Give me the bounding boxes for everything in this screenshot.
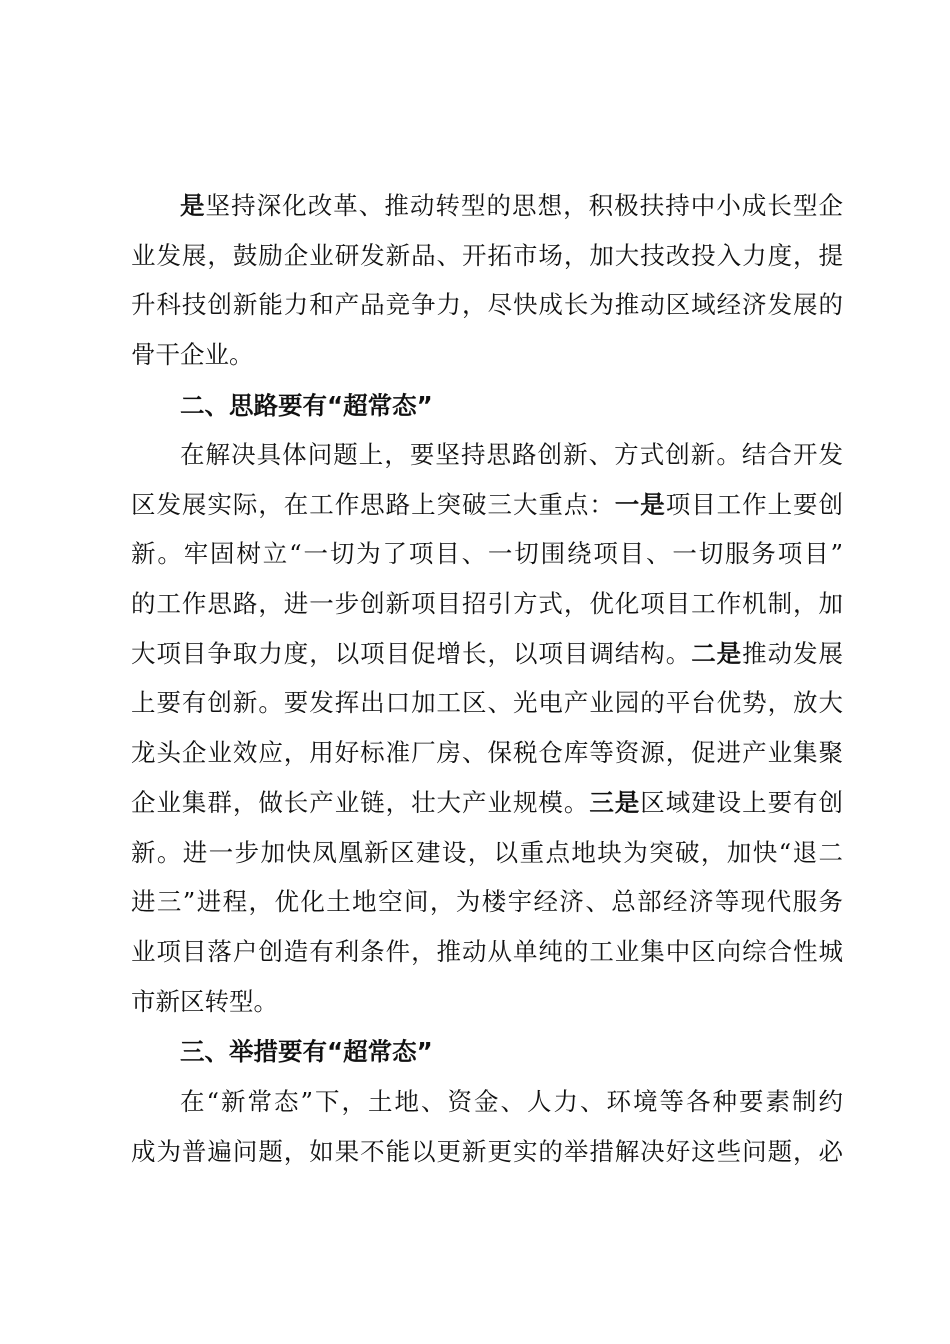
line-text: 坚持深化改革、推动转型的思想，积极扶持中小成长型企 (205, 191, 843, 220)
emphasis-lead: 是 (180, 191, 206, 220)
paragraph-line: 升科技创新能力和产品竞争力，尽快成长为推动区域经济发展的 (131, 290, 843, 320)
section-heading-3: 三、举措要有“超常态” (180, 1037, 433, 1066)
paragraph-line: 在“新常态”下，土地、资金、人力、环境等各种要素制约 (180, 1087, 843, 1116)
line-text: 区域建设上要有创 (640, 787, 843, 817)
line-text: 推动发展 (742, 638, 843, 668)
paragraph-line (131, 778, 843, 828)
line-text: 企业集群，做长产业链，壮大产业规模。 (131, 787, 590, 817)
paragraph-line: 业项目落户创造有利条件，推动从单纯的工业集中区向综合性城 (131, 936, 843, 966)
emphasis-first: 一是 (614, 489, 666, 519)
paragraph-line: 成为普遍问题，如果不能以更新更实的举措解决好这些问题，必 (131, 1136, 843, 1166)
paragraph-line: 新。牢固树立“一切为了项目、一切围绕项目、一切服务项目” (131, 539, 843, 569)
paragraph-2 (131, 430, 843, 1026)
paragraph-line: 在解决具体问题上，要坚持思路创新、方式创新。结合开发 (180, 440, 843, 469)
section-heading-2: 二、思路要有“超常态” (180, 391, 433, 420)
paragraph-line: 上要有创新。要发挥出口加工区、光电产业园的平台优势，放大 (131, 688, 843, 718)
line-text: 大项目争取力度，以项目促增长，以项目调结构。 (131, 638, 692, 668)
paragraph-line: 市新区转型。 (131, 986, 278, 1016)
line-text: 区发展实际，在工作思路上突破三大重点： (131, 489, 615, 519)
paragraph-line (131, 629, 843, 679)
paragraph-line: 龙头企业效应，用好标准厂房、保税仓库等资源，促进产业集聚 (131, 738, 843, 768)
paragraph-3 (131, 1077, 843, 1176)
emphasis-second: 二是 (691, 638, 743, 668)
paragraph-line: 的工作思路，进一步创新项目招引方式，优化项目工作机制，加 (131, 589, 843, 619)
paragraph-line: 骨干企业。 (131, 340, 254, 370)
paragraph-line: 新。进一步加快凤凰新区建设，以重点地块为突破，加快“退二 (131, 837, 843, 867)
paragraph-line (131, 480, 843, 530)
paragraph-1 (131, 181, 843, 380)
paragraph-line: 进三”进程，优化土地空间，为楼宇经济、总部经济等现代服务 (131, 887, 843, 917)
line-text: 项目工作上要创 (665, 489, 843, 519)
paragraph-line (131, 181, 843, 231)
paragraph-line: 业发展，鼓励企业研发新品、开拓市场，加大技改投入力度，提 (131, 240, 843, 270)
emphasis-third: 三是 (589, 787, 641, 817)
